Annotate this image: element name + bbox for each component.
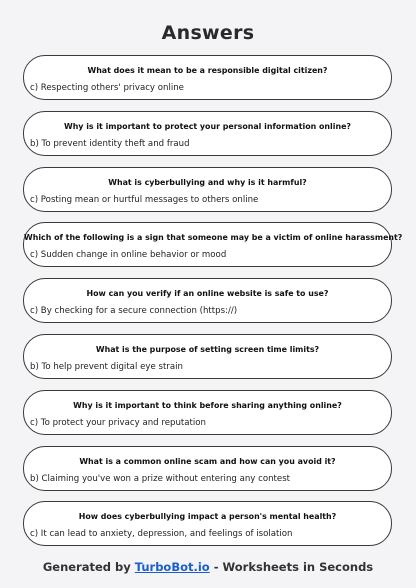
answer-card — [23, 167, 392, 212]
answer-card — [23, 111, 392, 156]
answer-text: c) Respecting others' privacy online — [30, 83, 184, 93]
question-text: How can you verify if an online website is safe to use? — [86, 289, 329, 299]
question-text: What is a common online scam and how can you avoid it? — [79, 456, 336, 466]
question-text: How does cyberbullying impact a person's mental health? — [78, 512, 337, 522]
answer-card — [23, 55, 392, 100]
answer-card — [23, 334, 392, 379]
answer-text: c) It can lead to anxiety, depression, and feelings of isolation — [30, 529, 293, 540]
answer-card — [23, 390, 392, 435]
answer-text: c) Posting mean or hurtful messages to others online — [30, 194, 259, 205]
answer-text: c) Sudden change in online behavior or mood — [30, 250, 227, 261]
answer-list — [23, 55, 403, 557]
question-text: What is the purpose of setting screen time limits? — [95, 344, 320, 354]
answer-card — [23, 222, 403, 267]
turbobot-link[interactable]: TurboBot.io — [134, 560, 210, 574]
question-text: Why is it important to think before sharing anything online? — [73, 400, 342, 410]
answer-text: c) To protect your privacy and reputation — [30, 417, 206, 428]
question-text: Which of the following is a sign that someone may be a victim of online harassment? — [24, 233, 403, 243]
answer-text: b) To prevent identity theft and fraud — [30, 138, 190, 149]
page-title: Answers — [161, 22, 255, 44]
footer-suffix: - Worksheets in Seconds — [209, 560, 374, 574]
answer-card — [23, 501, 392, 546]
answer-text: b) Claiming you've won a prize without entering any contest — [30, 473, 291, 484]
question-text: What does it mean to be a responsible digital citizen? — [87, 66, 328, 75]
footer-prefix: Generated by — [42, 560, 135, 574]
footer — [0, 560, 416, 574]
question-text: What is cyberbullying and why is it harmful? — [108, 177, 307, 187]
answer-text: b) To help prevent digital eye strain — [30, 361, 183, 372]
answer-card — [23, 446, 392, 491]
question-text: Why is it important to protect your personal information online? — [63, 121, 352, 131]
answer-text: c) By checking for a secure connection (https://) — [30, 306, 238, 317]
answer-card — [23, 278, 392, 323]
